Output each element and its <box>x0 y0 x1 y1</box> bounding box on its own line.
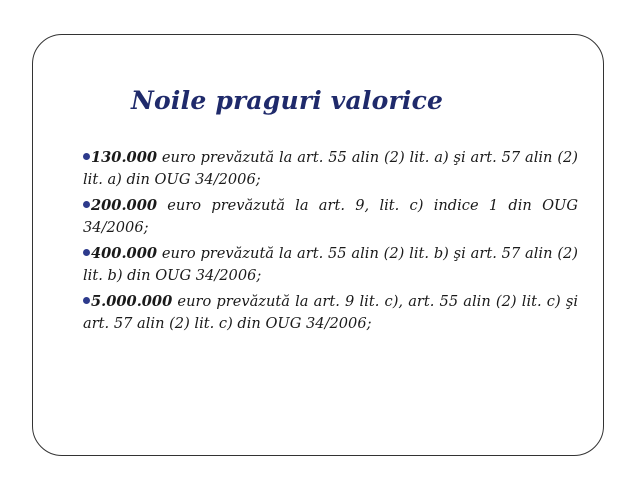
bullet-icon <box>83 297 90 304</box>
list-item <box>83 147 578 191</box>
threshold-description: euro prevăzută la art. 55 alin (2) lit. b) şi art. 57 alin (2) lit. b) din OUG 34/2006; <box>83 244 578 285</box>
threshold-description: euro prevăzută la art. 9, lit. c) indice 1 din OUG 34/2006; <box>83 196 578 237</box>
threshold-amount: 130.000 <box>91 149 158 166</box>
threshold-description: euro prevăzută la art. 55 alin (2) lit. a) şi art. 57 alin (2) lit. a) din OUG 34/2006; <box>83 149 578 189</box>
list-item <box>83 195 578 239</box>
slide-title: Noile praguri valorice <box>131 86 444 115</box>
list-item <box>83 291 578 335</box>
bullet-icon <box>83 153 90 160</box>
list-item <box>83 243 578 287</box>
threshold-amount: 5.000.000 <box>91 292 173 310</box>
threshold-list <box>83 147 578 339</box>
threshold-description: euro prevăzută la art. 9 lit. c), art. 55 alin (2) lit. c) şi art. 57 alin (2) lit. c) din OUG 34/2006; <box>83 292 578 332</box>
threshold-amount: 200.000 <box>91 196 158 214</box>
threshold-amount: 400.000 <box>91 244 158 262</box>
bullet-icon <box>83 249 90 256</box>
bullet-icon <box>83 201 90 208</box>
